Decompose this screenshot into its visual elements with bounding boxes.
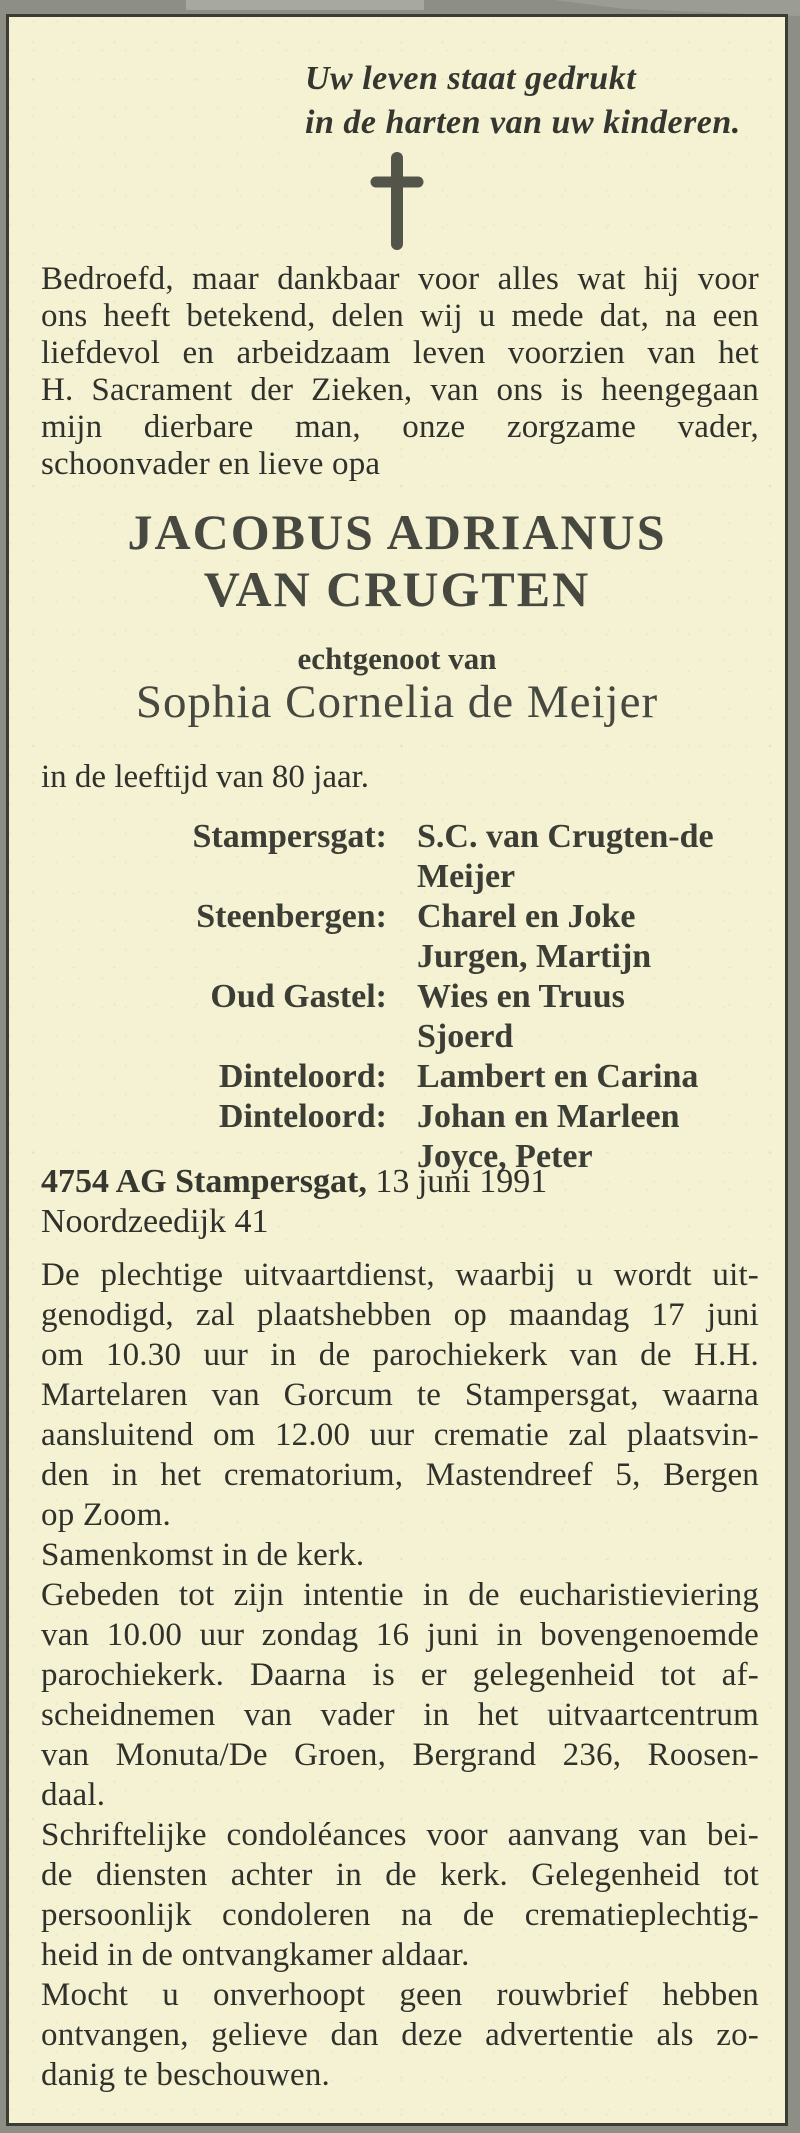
epigraph-line-2: in de harten van uw kinderen. bbox=[305, 104, 741, 141]
scan-artifact bbox=[186, 0, 424, 10]
deceased-name bbox=[9, 504, 785, 618]
body-line: van Monuta/De Groen, Bergrand 236, Roosen- bbox=[41, 1737, 759, 1773]
body-line: Mocht u onverhoopt geen rouwbrief hebben bbox=[41, 1977, 759, 2013]
family-list bbox=[41, 817, 759, 1177]
names-value: Sjoerd bbox=[417, 1018, 514, 1055]
gathering-paragraph bbox=[41, 1535, 759, 1575]
body-line: Samenkomst in de kerk. bbox=[41, 1537, 365, 1573]
announcement-body bbox=[41, 1255, 759, 2095]
place-label: Steenbergen: bbox=[196, 898, 387, 935]
body-line: heid in de ontvangkamer aldaar. bbox=[41, 1937, 470, 1973]
body-line: genodigd, zal plaatshebben op maandag 17 juni bbox=[41, 1297, 759, 1333]
relation-label: echtgenoot van bbox=[297, 641, 497, 676]
family-row bbox=[41, 1057, 759, 1097]
intro-line: ons heeft betekend, delen wij u mede dat, na een bbox=[41, 298, 759, 334]
place-label bbox=[41, 937, 387, 977]
names-value: Charel en Joke bbox=[417, 898, 636, 935]
obituary-card bbox=[6, 14, 788, 2126]
names-value: S.C. van Crugten-de Meijer bbox=[417, 818, 714, 895]
body-line: den in het crematorium, Mastendreef 5, Bergen bbox=[41, 1457, 759, 1493]
place-label: Oud Gastel: bbox=[210, 978, 387, 1015]
body-line: scheidnemen van vader in het uitvaartcentrum bbox=[41, 1697, 759, 1733]
intro-line: liefdevol en arbeidzaam leven voorzien van het bbox=[41, 335, 759, 371]
intro-line: mijn dierbare man, onze zorgzame vader, bbox=[41, 409, 759, 445]
intro-line: Bedroefd, maar dankbaar voor alles wat hij voor bbox=[41, 261, 759, 297]
body-line: Martelaren van Gorcum te Stampersgat, waarna bbox=[41, 1377, 759, 1413]
place-label: Dinteloord: bbox=[218, 1058, 387, 1095]
spouse-name: Sophia Cornelia de Meijer bbox=[135, 676, 659, 728]
condolence-paragraph bbox=[41, 1815, 759, 1975]
body-line: van 10.00 uur zondag 16 juni in bovengenoemde bbox=[41, 1617, 759, 1653]
intro-paragraph bbox=[41, 261, 759, 483]
intro-line: schoonvader en lieve opa bbox=[41, 446, 381, 482]
age-line: in de leeftijd van 80 jaar. bbox=[41, 759, 370, 795]
names-value: Lambert en Carina bbox=[417, 1058, 699, 1095]
body-line: Gebeden tot zijn intentie in de eucharistieviering bbox=[41, 1577, 759, 1613]
body-line: De plechtige uitvaartdienst, waarbij u wordt uit- bbox=[41, 1257, 759, 1293]
names-value: Johan en Marleen bbox=[417, 1098, 680, 1135]
deceased-name-line-2: VAN CRUGTEN bbox=[203, 561, 591, 617]
dateline-date: 13 juni 1991 bbox=[375, 1163, 548, 1200]
body-line: om 10.30 uur in de parochiekerk van de H.H. bbox=[41, 1337, 759, 1373]
cross-icon bbox=[9, 149, 785, 253]
family-row bbox=[41, 937, 759, 977]
body-line: de diensten achter in de kerk. Gelegenheid tot bbox=[41, 1857, 759, 1893]
family-row bbox=[41, 1017, 759, 1057]
street-address: Noordzeedijk 41 bbox=[41, 1203, 269, 1240]
no-notice-paragraph bbox=[41, 1975, 759, 2095]
family-row bbox=[41, 1097, 759, 1137]
place-label bbox=[41, 1017, 387, 1057]
body-line: op Zoom. bbox=[41, 1497, 171, 1533]
body-line: aansluitend om 12.00 uur crematie zal plaatsvin- bbox=[41, 1417, 759, 1453]
dateline-place: 4754 AG Stampersgat, bbox=[41, 1163, 367, 1200]
place-label: Dinteloord: bbox=[218, 1098, 387, 1135]
names-value: Jurgen, Martijn bbox=[417, 938, 652, 975]
dateline bbox=[41, 1163, 547, 1201]
body-line: ontvangen, gelieve dan deze advertentie als zo- bbox=[41, 2017, 759, 2053]
family-row bbox=[41, 977, 759, 1017]
body-line: danig te beschouwen. bbox=[41, 2057, 330, 2093]
body-line: parochiekerk. Daarna is er gelegenheid tot af- bbox=[41, 1657, 759, 1693]
epigraph bbox=[9, 57, 785, 145]
body-line: daal. bbox=[41, 1777, 106, 1813]
funeral-service-paragraph bbox=[41, 1255, 759, 1535]
place-label: Stampersgat: bbox=[192, 818, 387, 855]
names-value: Wies en Truus bbox=[417, 978, 625, 1015]
family-row bbox=[41, 817, 759, 897]
family-row bbox=[41, 897, 759, 937]
body-line: persoonlijk condoleren na de crematieplechtig- bbox=[41, 1897, 759, 1933]
prayer-service-paragraph bbox=[41, 1575, 759, 1815]
intro-line: H. Sacrament der Zieken, van ons is heengegaan bbox=[41, 372, 759, 408]
body-line: Schriftelijke condoléances voor aanvang van bei- bbox=[41, 1817, 759, 1853]
epigraph-line-1: Uw leven staat gedrukt bbox=[305, 60, 637, 97]
deceased-name-line-1: JACOBUS ADRIANUS bbox=[127, 504, 667, 560]
names-value: Joyce, Peter bbox=[417, 1138, 593, 1175]
